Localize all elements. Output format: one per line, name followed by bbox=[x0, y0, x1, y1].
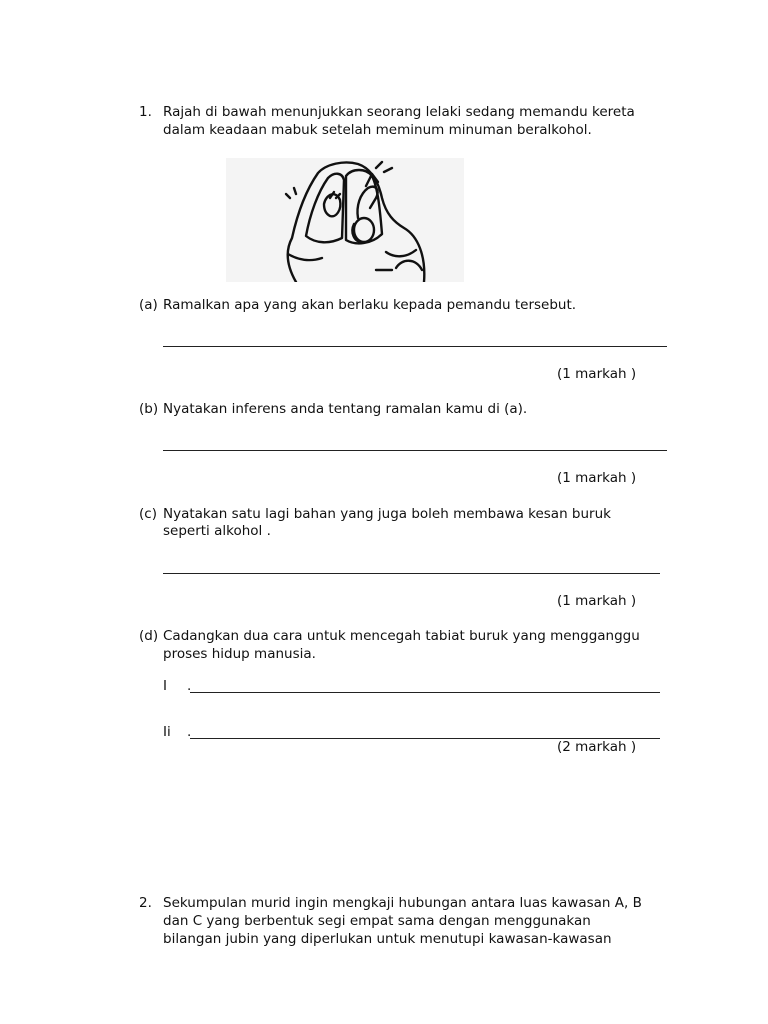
answer-line[interactable] bbox=[163, 450, 667, 451]
question-text: Rajah di bawah menunjukkan seorang lelaki sedang memandu kereta bbox=[163, 104, 635, 120]
subquestion-text: Cadangkan dua cara untuk mencegah tabiat buruk yang mengganggu bbox=[163, 628, 640, 644]
answer-line[interactable] bbox=[163, 573, 660, 574]
marks-label: (2 markah ) bbox=[557, 739, 637, 755]
subquestion-text: Nyatakan satu lagi bahan yang juga boleh membawa kesan buruk bbox=[163, 506, 611, 522]
subquestion-label: (c) bbox=[139, 506, 157, 522]
question-text: dan C yang berbentuk segi empat sama dengan menggunakan bbox=[163, 913, 591, 929]
question-text: dalam keadaan mabuk setelah meminum minuman beralkohol. bbox=[163, 122, 592, 138]
question-text: Sekumpulan murid ingin mengkaji hubungan antara luas kawasan A, B bbox=[163, 895, 642, 911]
drunk-driver-illustration bbox=[226, 158, 464, 282]
subquestion-text: proses hidup manusia. bbox=[163, 646, 316, 662]
answer-item-dot: . bbox=[187, 724, 192, 740]
marks-label: (1 markah ) bbox=[557, 470, 637, 486]
answer-line[interactable] bbox=[190, 692, 660, 693]
subquestion-text: Nyatakan inferens anda tentang ramalan kamu di (a). bbox=[163, 401, 528, 417]
question-number: 1. bbox=[139, 104, 152, 120]
answer-item-label: Ii bbox=[163, 724, 171, 740]
subquestion-label: (a) bbox=[139, 297, 158, 313]
subquestion-label: (d) bbox=[139, 628, 159, 644]
question-text: bilangan jubin yang diperlukan untuk menutupi kawasan-kawasan bbox=[163, 931, 612, 947]
answer-item-dot: . bbox=[187, 678, 192, 694]
marks-label: (1 markah ) bbox=[557, 366, 637, 382]
answer-line[interactable] bbox=[163, 346, 667, 347]
question-number: 2. bbox=[139, 895, 152, 911]
subquestion-label: (b) bbox=[139, 401, 159, 417]
subquestion-text: seperti alkohol . bbox=[163, 523, 271, 539]
answer-item-label: I bbox=[163, 678, 167, 694]
marks-label: (1 markah ) bbox=[557, 593, 637, 609]
subquestion-text: Ramalkan apa yang akan berlaku kepada pemandu tersebut. bbox=[163, 297, 577, 313]
